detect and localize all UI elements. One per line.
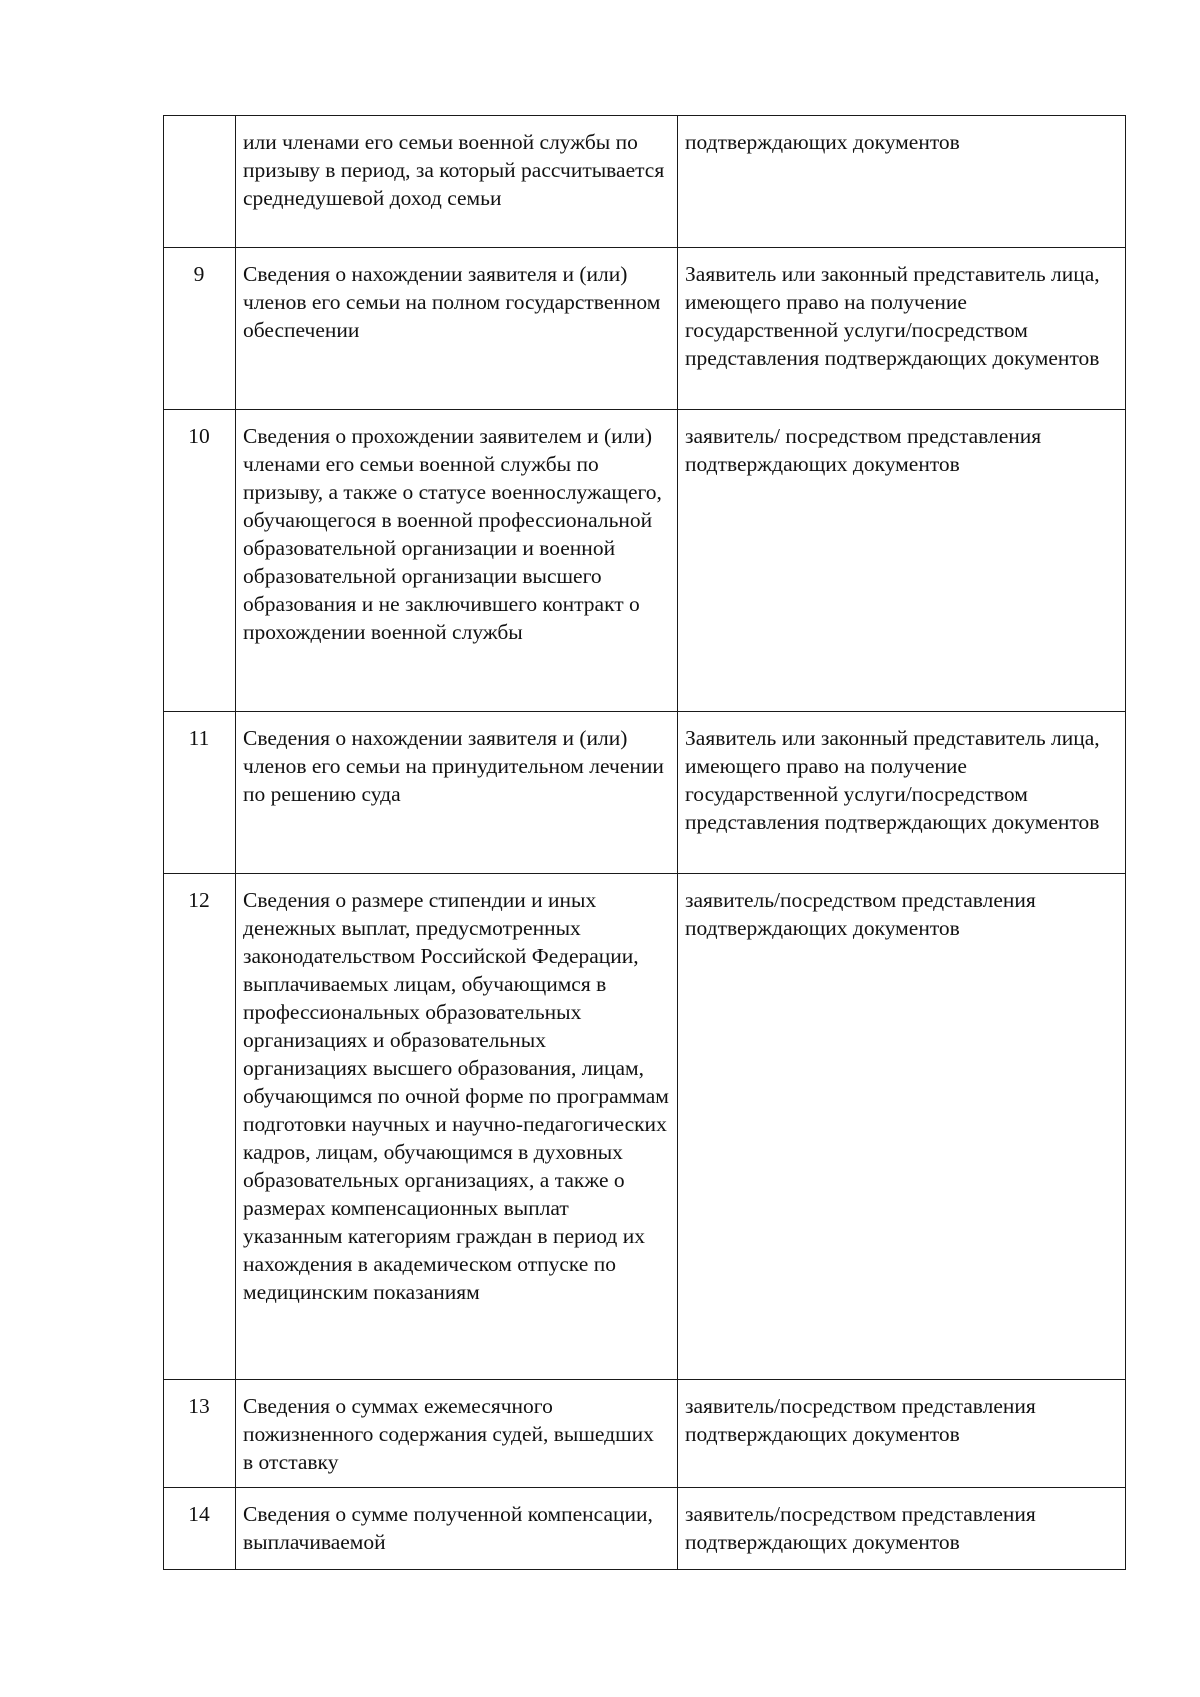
table-row <box>164 874 1126 1380</box>
table-row <box>164 712 1126 874</box>
row-source-text: заявитель/посредством представления подтверждающих документов <box>678 874 1126 1380</box>
row-number: 9 <box>164 248 236 410</box>
row-source-text: заявитель/посредством представления подтверждающих документов <box>678 1380 1126 1488</box>
table-row <box>164 410 1126 712</box>
row-source-text: заявитель/посредством представления подтверждающих документов <box>678 1488 1126 1570</box>
row-number: 13 <box>164 1380 236 1488</box>
row-info-text: или членами его семьи военной службы по призыву в период, за который рассчитывается среднедушевой доход семьи <box>236 116 678 248</box>
row-source-text: заявитель/ посредством представления подтверждающих документов <box>678 410 1126 712</box>
row-info-text: Сведения о размере стипендии и иных денежных выплат, предусмотренных законодательством Российской Федерации, выплачиваемых лицам, обучающимся в профессиональных образовательных организациях и образовательных организациях высшего образования, лицам, обучающимся по очной форме по программам подготовки научных и научно-педагогических кадров, лицам, обучающимся в духовных образовательных организациях, а также о размерах компенсационных выплат указанным категориям граждан в период их нахождения в академическом отпуске по медицинским показаниям <box>236 874 678 1380</box>
row-source-text: Заявитель или законный представитель лица, имеющего право на получение государственной услуги/посредством представления подтверждающих документов <box>678 248 1126 410</box>
row-info-text: Сведения о нахождении заявителя и (или) членов его семьи на полном государственном обеспечении <box>236 248 678 410</box>
row-number: 10 <box>164 410 236 712</box>
row-info-text: Сведения о сумме полученной компенсации, выплачиваемой <box>236 1488 678 1570</box>
table-row <box>164 1488 1126 1570</box>
row-source-text: подтверждающих документов <box>678 116 1126 248</box>
row-number <box>164 116 236 248</box>
table-row <box>164 1380 1126 1488</box>
row-number: 14 <box>164 1488 236 1570</box>
row-source-text: Заявитель или законный представитель лица, имеющего право на получение государственной услуги/посредством представления подтверждающих документов <box>678 712 1126 874</box>
row-info-text: Сведения о суммах ежемесячного пожизненного содержания судей, вышедших в отставку <box>236 1380 678 1488</box>
table-row <box>164 248 1126 410</box>
row-number: 12 <box>164 874 236 1380</box>
row-info-text: Сведения о прохождении заявителем и (или) членами его семьи военной службы по призыву, а также о статусе военнослужащего, обучающегося в военной профессиональной образовательной организации и военной образовательной организации высшего образования и не заключившего контракт о прохождении военной службы <box>236 410 678 712</box>
row-number: 11 <box>164 712 236 874</box>
row-info-text: Сведения о нахождении заявителя и (или) членов его семьи на принудительном лечении по решению суда <box>236 712 678 874</box>
table-row <box>164 116 1126 248</box>
documents-table <box>163 115 1126 1570</box>
